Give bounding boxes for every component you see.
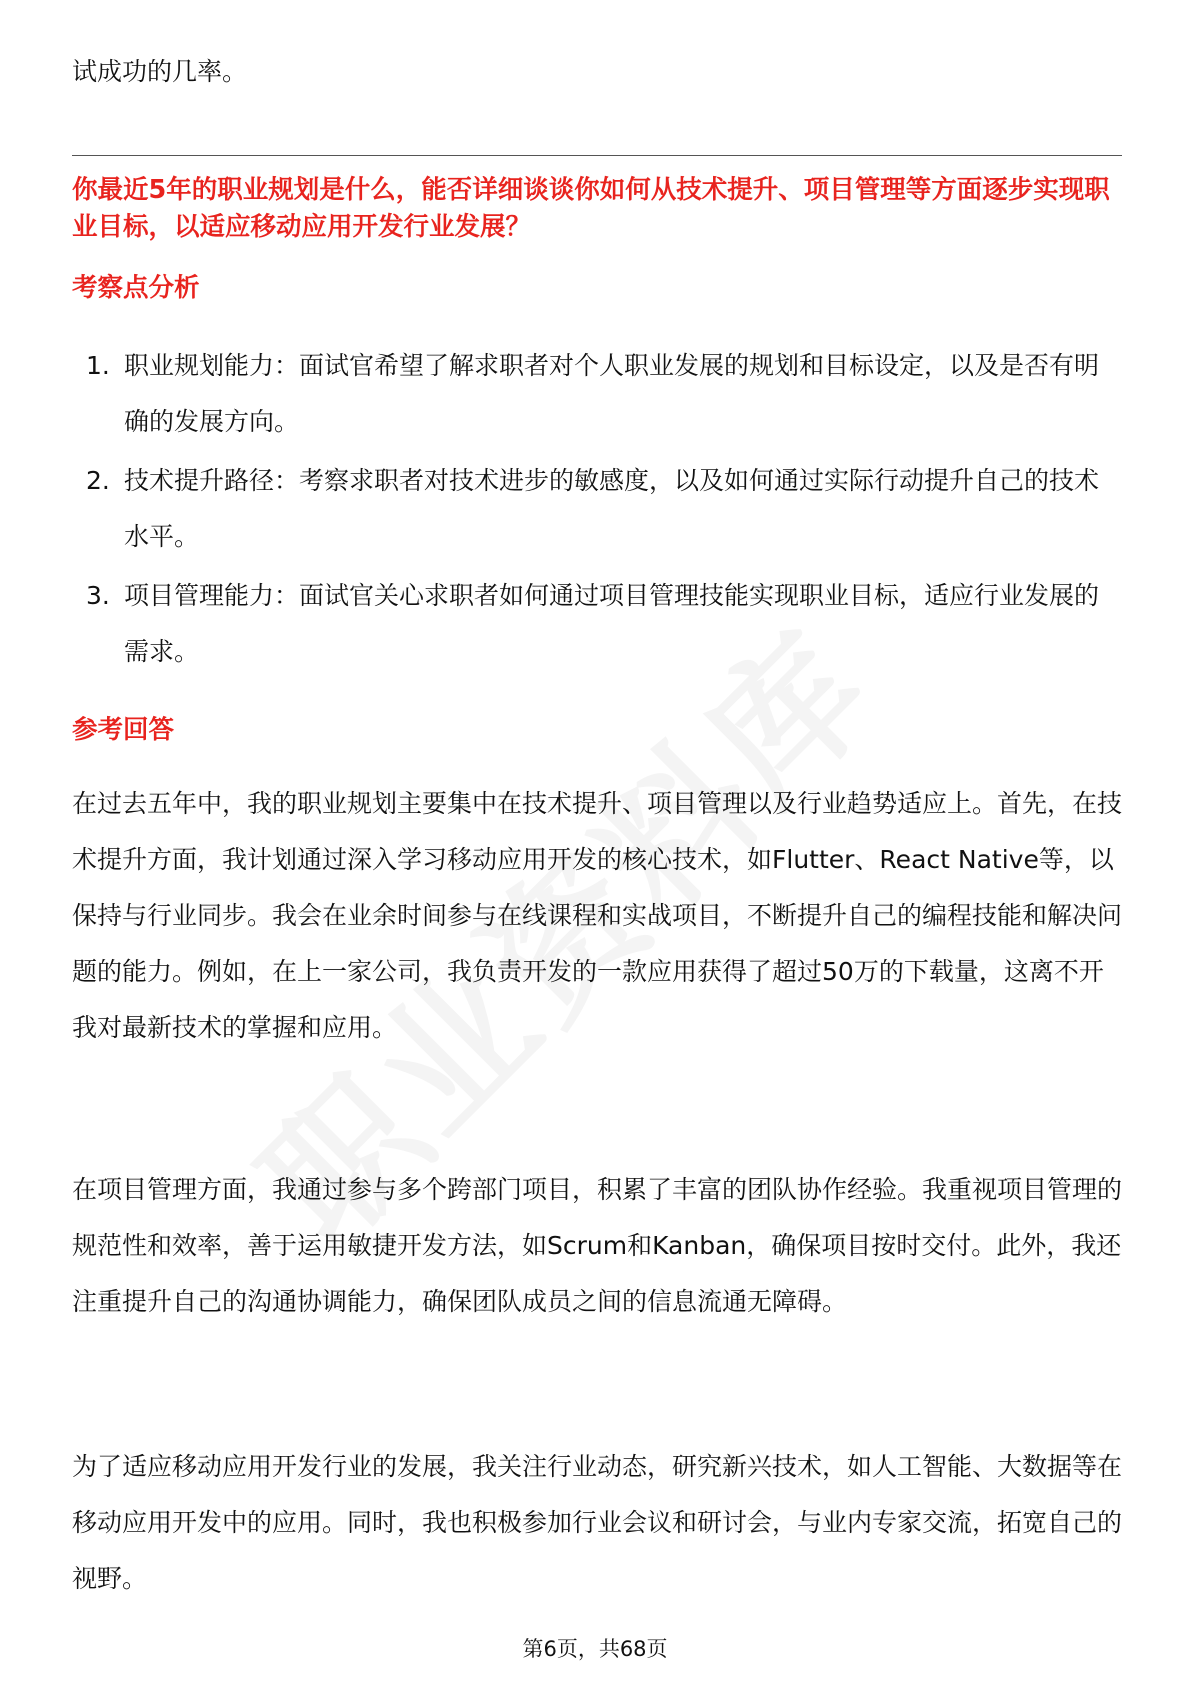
list-item-text: 技术提升路径：考察求职者对技术进步的敏感度，以及如何通过实际行动提升自己的技术水平。 — [124, 466, 1100, 551]
page-number: 第6页，共68页 — [522, 1637, 668, 1661]
list-item — [72, 338, 1122, 450]
previous-answer-tail: 试成功的几率。 — [72, 57, 248, 86]
list-item-text: 项目管理能力：面试官关心求职者如何通过项目管理技能实现职业目标，适应行业发展的需求。 — [124, 581, 1100, 666]
list-item-text: 职业规划能力：面试官希望了解求职者对个人职业发展的规划和目标设定，以及是否有明确的发展方向。 — [124, 351, 1100, 436]
interview-question: 你最近5年的职业规划是什么，能否详细谈谈你如何从技术提升、项目管理等方面逐步实现职业目标，以适应移动应用开发行业发展？ — [72, 175, 1110, 242]
analysis-heading: 考察点分析 — [72, 273, 200, 303]
list-item-number: 1. — [86, 351, 110, 380]
answer-paragraph: 在过去五年中，我的职业规划主要集中在技术提升、项目管理以及行业趋势适应上。首先，在技术提升方面，我计划通过深入学习移动应用开发的核心技术，如Flutter、React Native等，以保持与行业同步。我会在业余时间参与在线课程和实战项目，不断提升自己的编程技能和解决问题的能力。例如，在上一家公司，我负责开发的一款应用获得了超过50万的下载量，这离不开我对最新技术的掌握和应用。 — [72, 789, 1123, 1042]
answer-paragraph: 为了适应移动应用开发行业的发展，我关注行业动态，研究新兴技术，如人工智能、大数据等在移动应用开发中的应用。同时，我也积极参加行业会议和研讨会，与业内专家交流，拓宽自己的视野。 — [72, 1452, 1123, 1593]
list-item-number: 2. — [86, 466, 110, 495]
answer-paragraph: 在项目管理方面，我通过参与多个跨部门项目，积累了丰富的团队协作经验。我重视项目管理的规范性和效率，善于运用敏捷开发方法，如Scrum和Kanban，确保项目按时交付。此外，我还注重提升自己的沟通协调能力，确保团队成员之间的信息流通无障碍。 — [72, 1175, 1123, 1316]
list-item — [72, 453, 1122, 565]
analysis-list — [72, 338, 1122, 683]
answer-heading: 参考回答 — [72, 715, 175, 745]
list-item — [72, 568, 1122, 680]
list-item-number: 3. — [86, 581, 110, 610]
section-divider — [72, 155, 1122, 156]
